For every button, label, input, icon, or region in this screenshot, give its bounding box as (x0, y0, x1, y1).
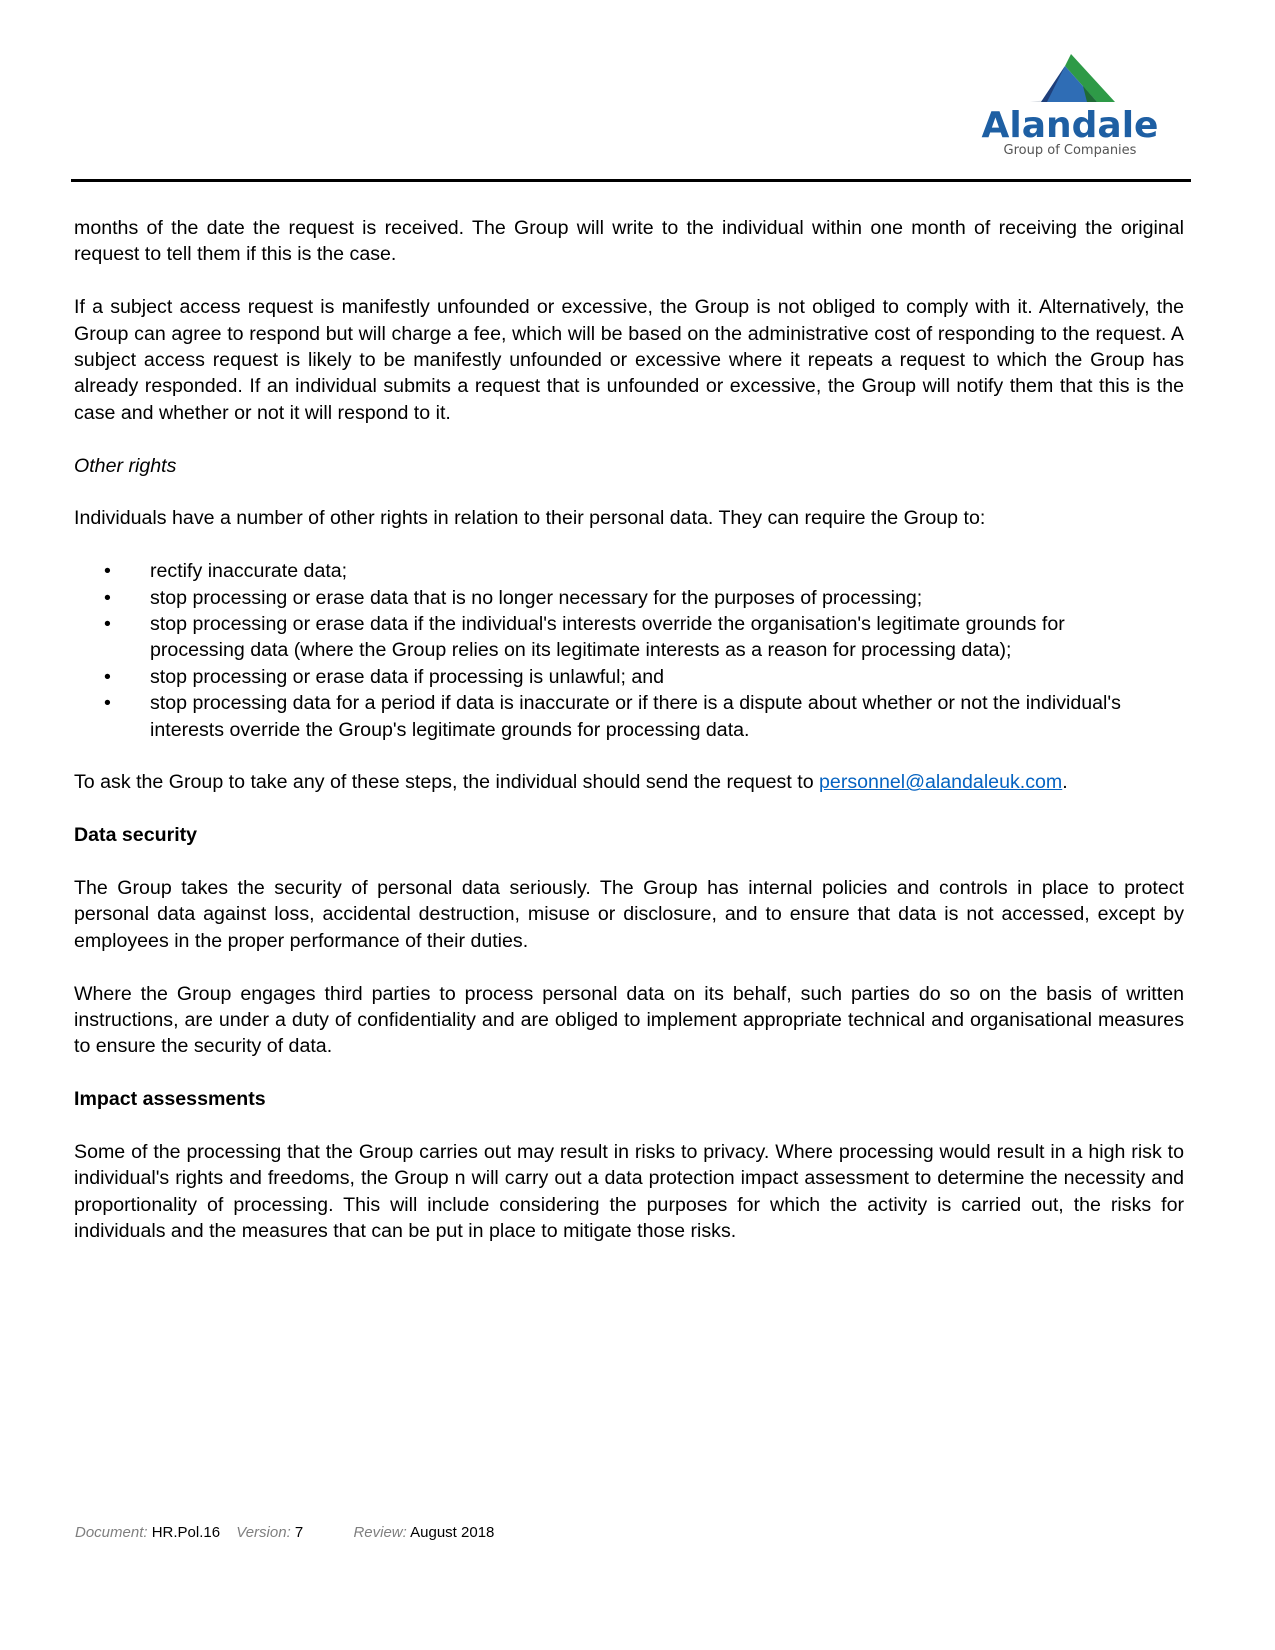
bullet-icon: • (104, 613, 111, 636)
heading-impact-assessments: Impact assessments (74, 1088, 266, 1111)
paragraph-data-security-1: The Group takes the security of personal data seriously. The Group has internal policies and controls in place to protect personal data against loss, accidental destruction, misuse or disclosure, and to ensure that data is not accessed, except by employees in the proper performance of their duties. (74, 877, 1184, 952)
paragraph-continuation: months of the date the request is received. The Group will write to the individual within one month of receiving the original request to tell them if this is the case. (74, 217, 1184, 266)
list-item-text: stop processing or erase data if processing is unlawful; and (150, 665, 665, 688)
personnel-email-link[interactable]: personnel@alandaleuk.com (819, 771, 1063, 794)
list-item-text: stop processing data for a period if data is inaccurate or if there is a dispute about whether or not the individual's interests override the Group's legitimate grounds for processing data. (150, 692, 1121, 741)
request-contact-end: . (1062, 771, 1068, 794)
list-item (74, 558, 1184, 584)
paragraph-impact-assessments: Some of the processing that the Group carries out may result in risks to privacy. Where processing would result in a high risk to individual's rights and freedoms, the Group n will carry out a data protection impact assessment to determine the necessity and proportionality of processing. This will include considering the purposes for which the activity is carried out, the risks for individuals and the measures that can be put in place to mitigate those risks. (74, 1141, 1184, 1243)
logo-wordmark: Alandale (981, 105, 1159, 146)
footer-document-label: Document: (75, 1524, 148, 1541)
list-item (74, 664, 1184, 690)
paragraph-request-contact (74, 769, 1184, 795)
bullet-icon: • (104, 586, 111, 609)
paragraph-other-rights-intro: Individuals have a number of other rights in relation to their personal data. They can require the Group to: (74, 507, 986, 530)
bullet-icon: • (104, 665, 111, 688)
list-item-text: stop processing or erase data if the individual's interests override the organisation's legitimate grounds for processing data (where the Group relies on its legitimate interests as a reason for processing data); (150, 613, 1065, 662)
document-footer (75, 1524, 494, 1541)
list-item-text: rectify inaccurate data; (150, 560, 348, 583)
footer-document-value: HR.Pol.16 (151, 1524, 221, 1541)
other-rights-list (74, 558, 1184, 743)
company-logo (975, 50, 1165, 160)
list-item (74, 690, 1184, 743)
paragraph-unfounded-requests: If a subject access request is manifestly unfounded or excessive, the Group is not obliged to comply with it. Alternatively, the Group can agree to respond but will charge a fee, which will be based on the administrative cost of responding to the request. A subject access request is likely to be manifestly unfounded or excessive where it repeats a request to which the Group has already responded. If an individual submits a request that is unfounded or excessive, the Group will notify them that this is the case and whether or not it will respond to it. (74, 296, 1184, 424)
header-rule (71, 179, 1191, 182)
bullet-icon: • (104, 692, 111, 715)
logo-mountain-icon (975, 50, 1165, 110)
footer-version-value: 7 (294, 1524, 304, 1541)
footer-review-value: August 2018 (410, 1524, 495, 1541)
heading-data-security: Data security (74, 824, 198, 847)
list-item-text: stop processing or erase data that is no longer necessary for the purposes of processing; (150, 586, 923, 609)
paragraph-data-security-2: Where the Group engages third parties to process personal data on its behalf, such parties do so on the basis of written instructions, are under a duty of confidentiality and are obliged to implement appropriate technical and organisational measures to ensure the security of data. (74, 982, 1184, 1058)
request-contact-text: To ask the Group to take any of these steps, the individual should send the request to (74, 771, 820, 794)
logo-tagline: Group of Companies (1003, 143, 1137, 158)
bullet-icon: • (104, 560, 111, 583)
footer-review-label: Review: (353, 1524, 407, 1541)
list-item (74, 611, 1184, 664)
footer-version-label: Version: (236, 1524, 291, 1541)
subheading-other-rights: Other rights (74, 454, 177, 477)
document-body (74, 215, 1184, 1245)
list-item (74, 585, 1184, 611)
